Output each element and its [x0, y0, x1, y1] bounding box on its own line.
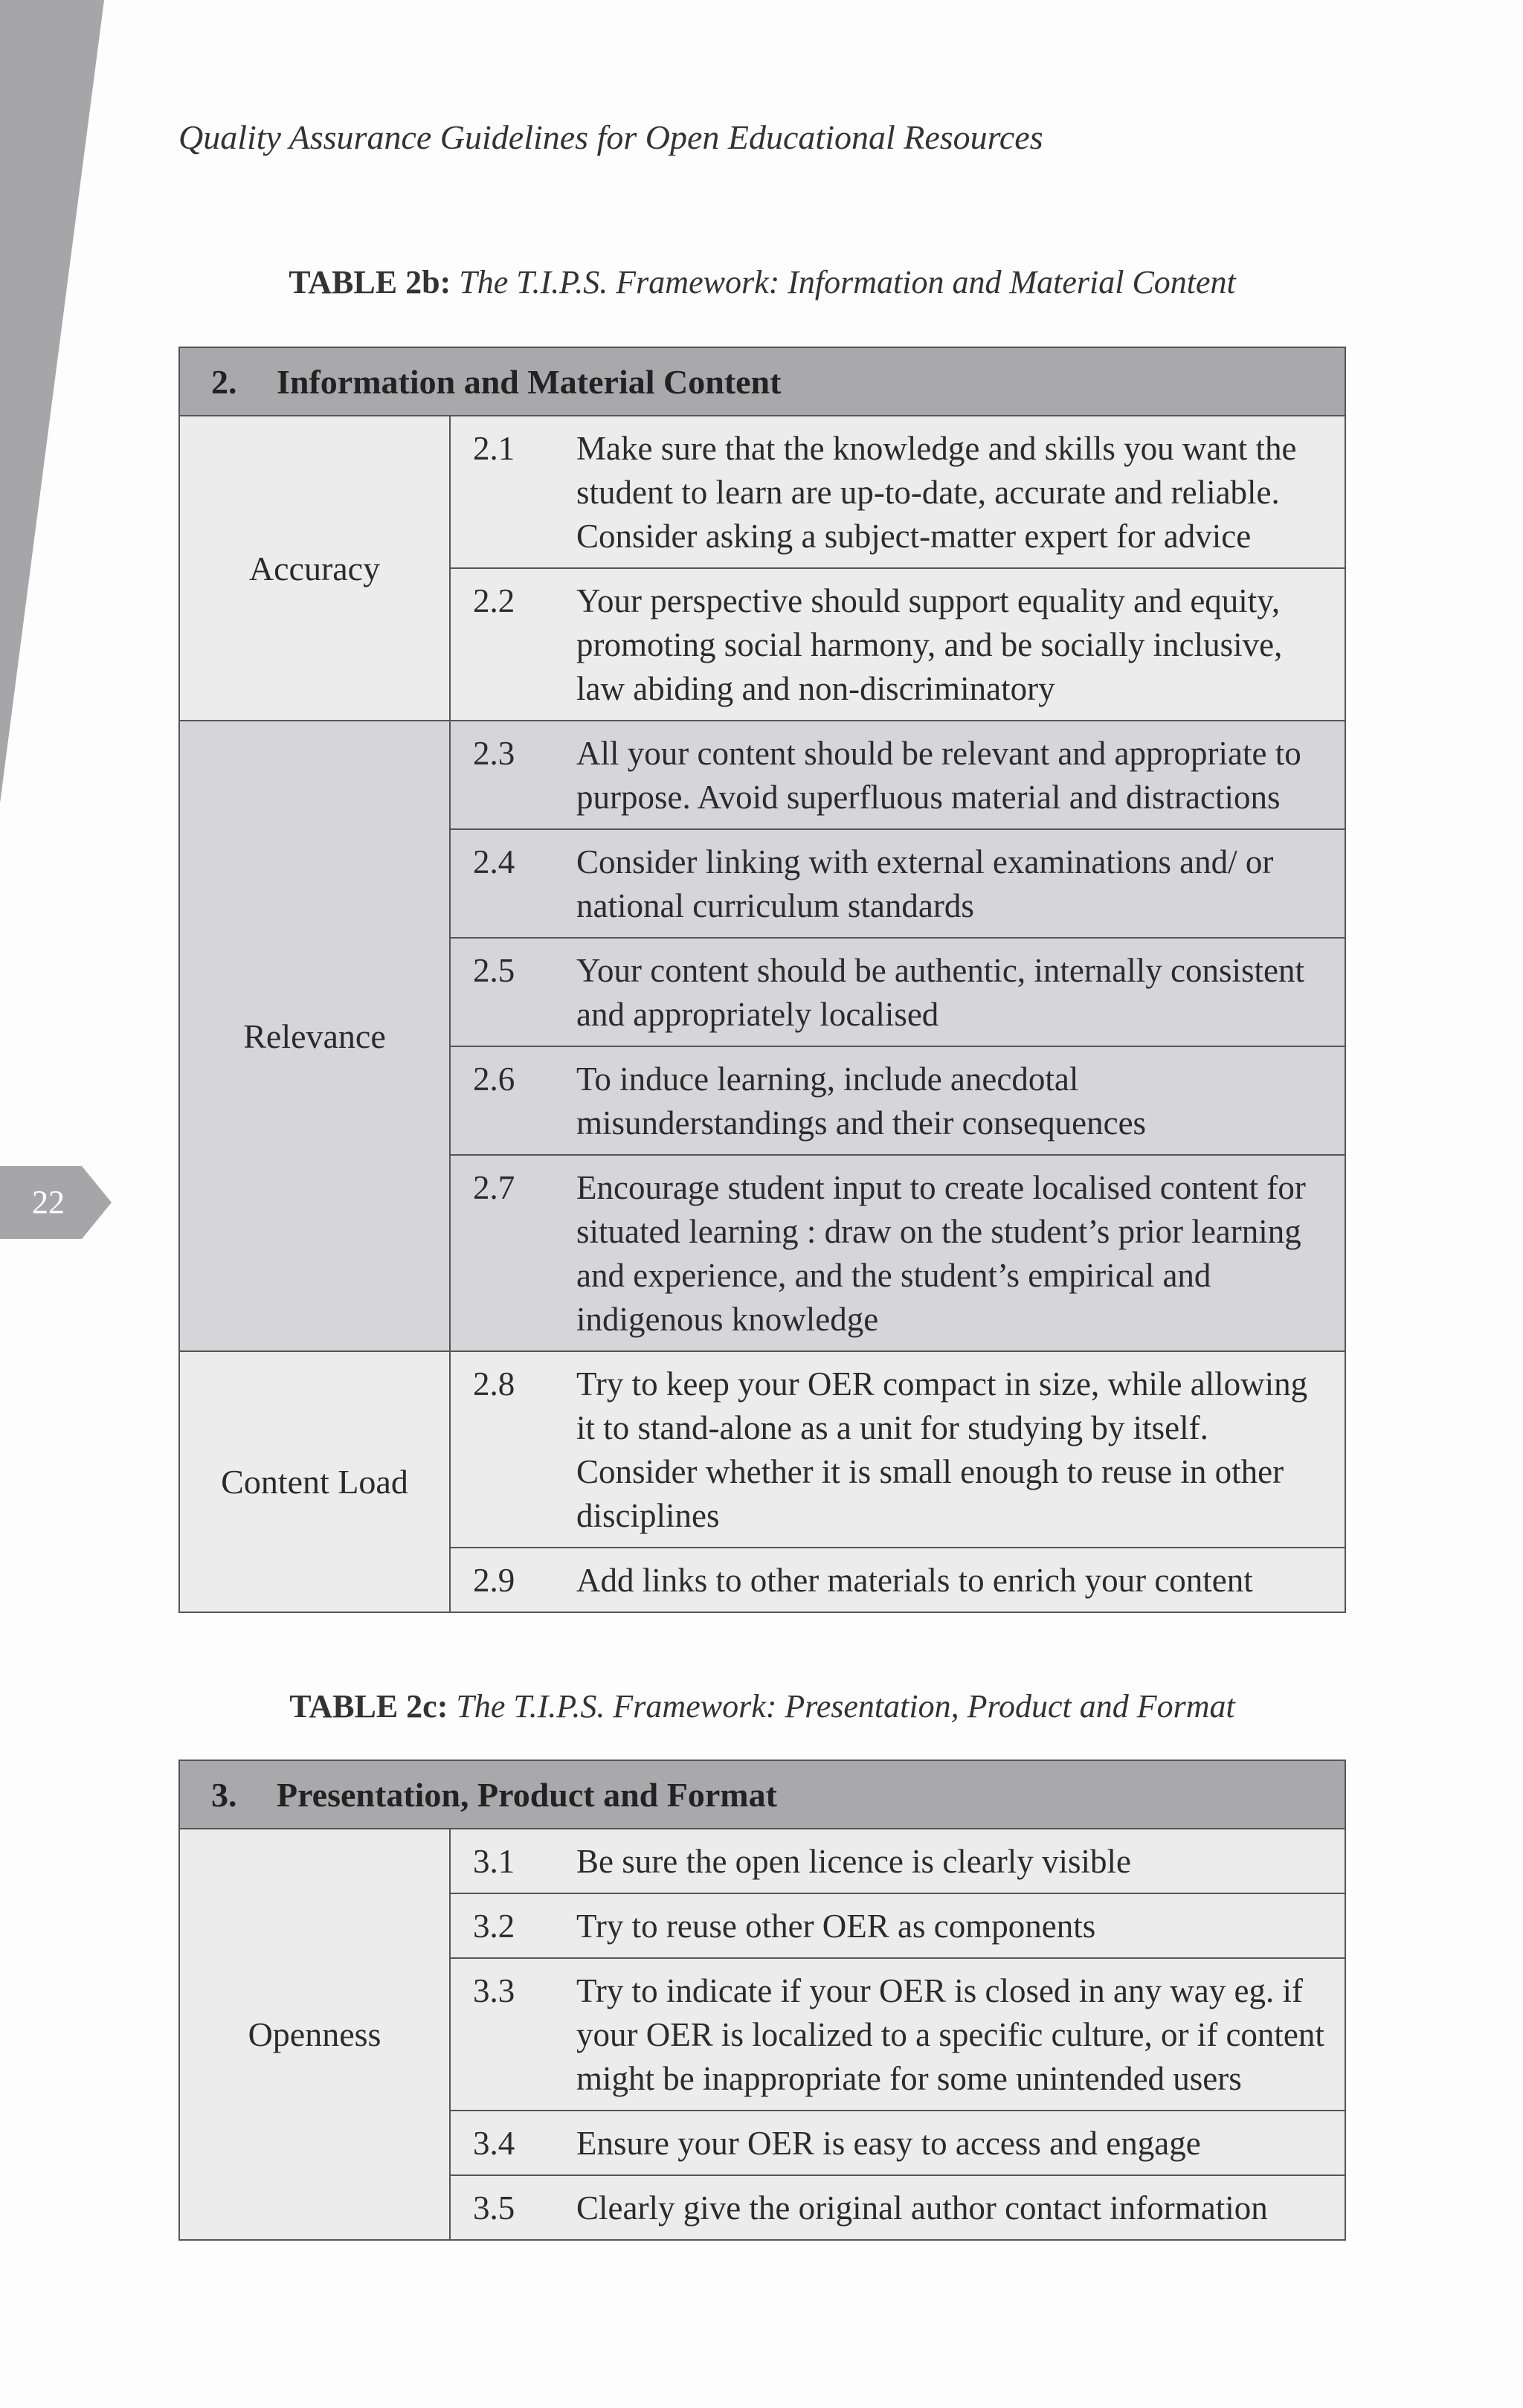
- section-title: Presentation, Product and Format: [277, 1775, 777, 1814]
- item-text: Be sure the open licence is clearly visible: [576, 1829, 1345, 1893]
- item-text: Your content should be authentic, internally consistent and appropriately localised: [576, 938, 1345, 1046]
- item-text: Make sure that the knowledge and skills you want the student to learn are up-to-date, accurate and reliable. Consider asking a subject-matter expert for advice: [576, 416, 1345, 568]
- section-number: 3.: [211, 1775, 237, 1814]
- item-number: 2.8: [450, 1351, 576, 1548]
- section-header-row: [179, 347, 1345, 416]
- item-text: All your content should be relevant and appropriate to purpose. Avoid superfluous material and distractions: [576, 721, 1345, 829]
- section-number: 2.: [211, 362, 237, 401]
- item-text: Try to reuse other OER as components: [576, 1893, 1345, 1958]
- caption-label: TABLE 2b:: [289, 264, 451, 300]
- table-row: [179, 721, 1345, 829]
- table-2b: [178, 347, 1346, 1613]
- item-number: 2.1: [450, 416, 576, 568]
- section-title: Information and Material Content: [277, 362, 782, 401]
- item-number: 2.2: [450, 568, 576, 721]
- category-cell: Openness: [179, 1829, 450, 2240]
- item-text: Consider linking with external examinations and/ or national curriculum standards: [576, 829, 1345, 938]
- item-number: 2.4: [450, 829, 576, 938]
- item-text: Ensure your OER is easy to access and engage: [576, 2111, 1345, 2175]
- item-number: 2.3: [450, 721, 576, 829]
- item-text: Your perspective should support equality and equity, promoting social harmony, and be socially inclusive, law abiding and non-discriminatory: [576, 568, 1345, 721]
- item-number: 2.6: [450, 1046, 576, 1155]
- item-text: Clearly give the original author contact information: [576, 2175, 1345, 2240]
- table-2c: [178, 1760, 1346, 2241]
- section-header: [179, 1760, 1345, 1829]
- item-text: To induce learning, include anecdotal misunderstandings and their consequences: [576, 1046, 1345, 1155]
- table-2c-caption: [178, 1687, 1346, 1725]
- table-row: [179, 1829, 1345, 1893]
- page-number: 22: [32, 1184, 65, 1220]
- caption-title: The T.I.P.S. Framework: Information and Material Content: [459, 264, 1236, 300]
- caption-title: The T.I.P.S. Framework: Presentation, Product and Format: [456, 1688, 1235, 1725]
- side-band-decoration: [0, 0, 104, 803]
- item-number: 3.2: [450, 1893, 576, 1958]
- category-cell: Content Load: [179, 1351, 450, 1612]
- item-text: Try to keep your OER compact in size, while allowing it to stand-alone as a unit for studying by itself. Consider whether it is small enough to reuse in other disciplines: [576, 1351, 1345, 1548]
- item-text: Add links to other materials to enrich your content: [576, 1548, 1345, 1612]
- caption-label: TABLE 2c:: [289, 1688, 448, 1725]
- category-cell: Relevance: [179, 721, 450, 1351]
- item-text: Encourage student input to create localised content for situated learning : draw on the student’s prior learning and experience, and the student’s empirical and indigenous knowledge: [576, 1155, 1345, 1351]
- section-header: [179, 347, 1345, 416]
- running-head: Quality Assurance Guidelines for Open Educational Resources: [178, 118, 1043, 156]
- section-header-row: [179, 1760, 1345, 1829]
- item-number: 3.3: [450, 1958, 576, 2111]
- item-number: 3.5: [450, 2175, 576, 2240]
- table-2b-caption: [178, 263, 1346, 301]
- table-row: [179, 1351, 1345, 1548]
- item-number: 3.1: [450, 1829, 576, 1893]
- item-number: 3.4: [450, 2111, 576, 2175]
- item-text: Try to indicate if your OER is closed in any way eg. if your OER is localized to a specific culture, or if content might be inappropriate for some unintended users: [576, 1958, 1345, 2111]
- item-number: 2.5: [450, 938, 576, 1046]
- item-number: 2.7: [450, 1155, 576, 1351]
- item-number: 2.9: [450, 1548, 576, 1612]
- table-row: [179, 416, 1345, 568]
- category-cell: Accuracy: [179, 416, 450, 721]
